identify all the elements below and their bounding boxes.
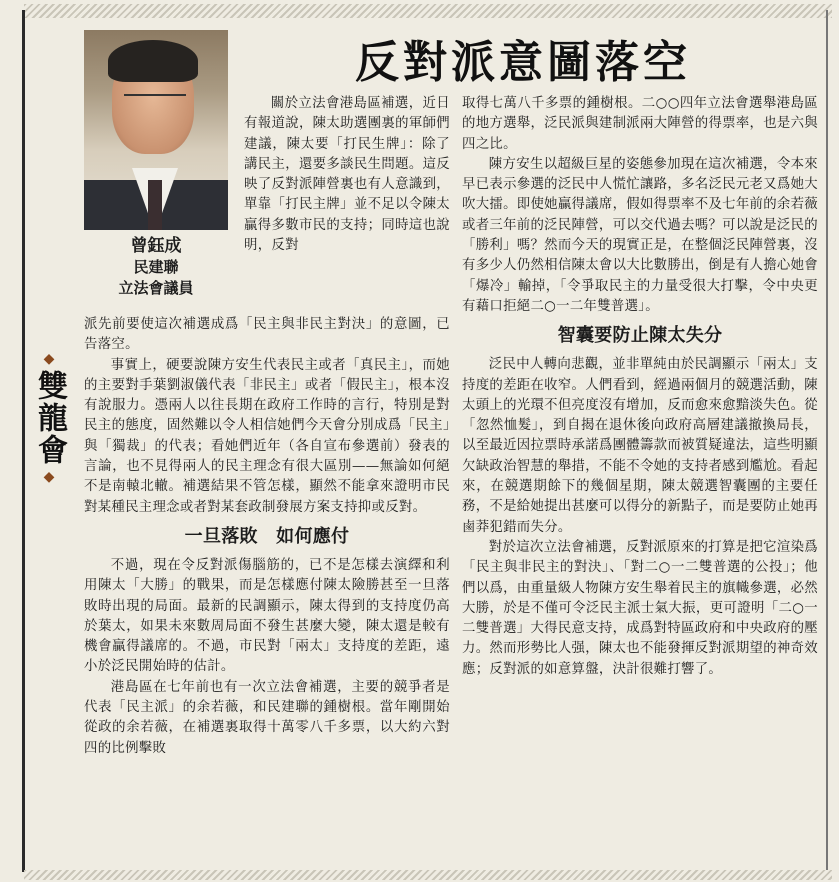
author-caption — [84, 236, 228, 299]
subheading: 智囊要防止陳太失分 — [557, 325, 723, 347]
subheading: 一旦落敗 如何應付 — [184, 525, 350, 547]
photo-hair — [108, 40, 198, 82]
article-headline: 反對派意圖落空 — [355, 37, 691, 88]
author-photo — [84, 30, 228, 230]
paragraph: 泛民中人轉向悲觀，並非單純由於民調顯示「兩太」支持度的差距在收窄。人們看到，經過兩個月的競選活動，陳太頭上的光環不但亮度沒有增加，反而愈來愈黯淡失色。從「忽然恤髮」，到自揭在退休後向政府高層建議撤換局長，以至最近因拉票時承諾爲團體籌款而被質疑違法，這些明顯欠缺政治智慧的舉措，不能不令她的支持者感到尷尬。看起來，在競選期餘下的幾個星期，陳太競選智囊團的主要任務，不是給她提出甚麼可以得分的新點子，而是要防止她再鹵莽犯錯而失分。 — [462, 357, 818, 535]
column-name-bar — [28, 352, 70, 520]
paragraph: 取得七萬八千多票的鍾樹根。二○○四年立法會選舉港島區的地方選舉，泛民派與建制派兩大陣營的得票率，也是六與四之比。 — [462, 96, 818, 152]
author-party: 民建聯 — [133, 258, 179, 276]
paragraph: 對於這次立法會補選，反對派原來的打算是把它渲染爲「民主與非民主的對決」、「對二○一二雙普選的公投」；他們以爲，由重量級人物陳方安生舉着民主的旗幟參選，必然大勝，於是不僅可令泛民主派士氣大振，更可證明「二○一二雙普選」大得民意支持，成爲對特區政府和中央政府的壓力。然而形勢比人强，陳太也不能發揮反對派期望的神奇效應；反對派的如意算盤，決計很難打響了。 — [462, 539, 818, 677]
author-name: 曾鈺成 — [130, 236, 182, 256]
diamond-icon: ◆ — [43, 469, 55, 485]
photo-glasses — [124, 94, 186, 110]
paragraph: 關於立法會港島區補選，近日有報道說，陳太助選團裏的軍師們建議，陳太要「打民生牌」：除了講民主，還要多談民生問題。這反映了反對派陣營裏也有人意識到，單靠「打民主牌」並不足以令陳太贏得多數市民的支持；同時這也說明，反對 — [244, 96, 450, 254]
paragraph: 陳方安生以超級巨星的姿態參加現在這次補選，令本來早已表示參選的泛民中人慌忙讓路，多名泛民元老又爲她大吹大擂。即使她贏得議席，假如得票率不及七年前的余若薇或者三年前的泛民陣營，可以交代過去嗎？可以說是泛民的「勝利」嗎？然而今天的現實正是，在整個泛民陣營裏，沒有多少人仍然相信陳太會以大比數勝出，倒是有人擔心她會「爆冷」輸掉，「令爭取民主的力量受很大打擊，令中央更有藉口拒絕二○一二年雙普選」。 — [462, 156, 818, 314]
top-border-stripe — [24, 4, 832, 18]
left-border-rule — [22, 10, 25, 872]
column-name: 雙龍會 — [32, 370, 67, 466]
paragraph: 事實上，硬要說陳方安生代表民主或者「真民主」，而她的主要對手葉劉淑儀代表「非民主」或者「假民主」，根本沒有說服力。憑兩人以往長期在政府工作時的言行，特別是對民主的態度，固然難以令人相信她們今天會分別成爲「民主」與「獨裁」的代表；看她們近年（各自宣布參選前）發表的言論，也不見得兩人的民主理念有很大區別——無論如何絕不是南轅北轍。補選結果不管怎樣，顯然不能拿來證明市民對某種民主理念或者對某套政制發展方案支持抑或反對。 — [84, 357, 450, 515]
paragraph: 港島區在七年前也有一次立法會補選，主要的競爭者是代表「民主派」的余若薇，和民建聯的鍾樹根。當年剛開始從政的余若薇，在補選裏取得十萬零八千多票，以大約六對四的比例擊敗 — [84, 679, 450, 756]
article-column-right — [462, 94, 818, 680]
right-border-rule — [826, 10, 828, 872]
author-role: 立法會議員 — [118, 279, 194, 297]
article-column-top-left — [244, 94, 450, 256]
diamond-icon: ◆ — [43, 351, 55, 367]
article-column-left — [84, 315, 450, 759]
bottom-border-stripe — [24, 870, 832, 880]
photo-tie — [148, 180, 162, 230]
paragraph: 不過，現在令反對派傷腦筋的，已不是怎樣去演繹和利用陳太「大勝」的戰果，而是怎樣應付陳太險勝甚至一旦落敗時出現的局面。最新的民調顯示，陳太得到的支持度仍高於葉太，如果未來數周局面不發生甚麼大變，陳太還是較有機會贏得議席的。不過，市民對「兩太」支持度的差距，遠小於泛民開始時的估計。 — [84, 557, 450, 675]
paragraph: 派先前要使這次補選成爲「民主與非民主對決」的意圖，已告落空。 — [84, 317, 450, 353]
